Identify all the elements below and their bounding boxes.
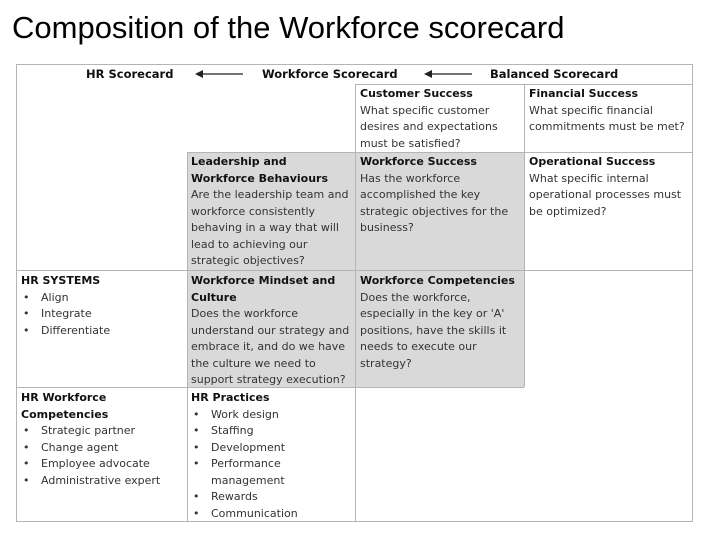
list-item: • Work design	[191, 407, 351, 424]
operational-success-body: What specific internal operational processes must be optimized?	[529, 171, 682, 218]
hr-systems-list	[21, 290, 183, 340]
list-item: • Rewards	[191, 489, 351, 506]
leadership-cell	[187, 152, 355, 270]
competencies-cell	[356, 271, 524, 387]
hr-systems-title: HR SYSTEMS	[21, 274, 101, 287]
workforce-success-cell	[356, 152, 524, 270]
list-item: • Differentiate	[21, 323, 183, 340]
list-item: • Administrative expert	[21, 473, 183, 490]
hr-competencies-title: HR Workforce Competencies	[21, 391, 109, 421]
workforce-success-title: Workforce Success	[360, 155, 477, 168]
hr-scorecard-header: HR Scorecard	[86, 67, 174, 81]
leadership-title: Leadership and Workforce Behaviours	[191, 155, 329, 185]
hr-practices-cell	[187, 388, 355, 521]
leadership-body: Are the leadership team and workforce consistently behaving in a way that will lead to achieving our strategic objectives?	[191, 188, 349, 267]
grid-line	[187, 152, 188, 521]
arrow-left-icon	[195, 67, 245, 81]
hr-practices-list	[191, 407, 351, 522]
page-title: Composition of the Workforce scorecard	[12, 10, 565, 45]
financial-success-body: What specific financial commitments must be met?	[529, 103, 685, 133]
list-item: • Align	[21, 290, 183, 307]
operational-success-cell	[525, 152, 693, 270]
customer-success-body: What specific customer desires and expectations must be satisfied?	[360, 103, 498, 150]
list-item: • Staffing	[191, 423, 351, 440]
hr-competencies-list	[21, 423, 183, 489]
customer-success-cell	[356, 84, 524, 152]
mindset-cell	[187, 271, 355, 387]
list-item: • Integrate	[21, 306, 183, 323]
competencies-title: Workforce Competencies	[360, 274, 515, 287]
grid-line	[524, 84, 525, 387]
customer-success-title: Customer Success	[360, 87, 473, 100]
list-item: • Employee advocate	[21, 456, 183, 473]
hr-competencies-cell	[17, 388, 187, 521]
list-item: • Development	[191, 440, 351, 457]
list-item: • Change agent	[21, 440, 183, 457]
hr-systems-cell	[17, 271, 187, 387]
mindset-title: Workforce Mindset and Culture	[191, 274, 336, 304]
grid-line	[17, 387, 524, 388]
list-item: • Communication	[191, 506, 351, 522]
operational-success-title: Operational Success	[529, 155, 656, 168]
financial-success-title: Financial Success	[529, 87, 639, 100]
financial-success-cell	[525, 84, 693, 152]
hr-practices-title: HR Practices	[191, 391, 270, 404]
balanced-scorecard-header: Balanced Scorecard	[490, 67, 619, 81]
list-item: • Performance management	[191, 456, 351, 489]
workforce-success-body: Has the workforce accomplished the key strategic objectives for the business?	[360, 171, 509, 234]
workforce-scorecard-header: Workforce Scorecard	[262, 67, 398, 81]
grid-line	[355, 84, 356, 521]
arrow-left-icon	[424, 67, 474, 81]
competencies-body: Does the workforce, especially in the key or 'A' positions, have the skills it needs to execute our strategy?	[360, 290, 507, 370]
list-item: • Strategic partner	[21, 423, 183, 440]
mindset-body: Does the workforce understand our strategy and embrace it, and do we have the culture we need to support strategy execution?	[191, 307, 350, 386]
grid-line	[187, 152, 693, 153]
